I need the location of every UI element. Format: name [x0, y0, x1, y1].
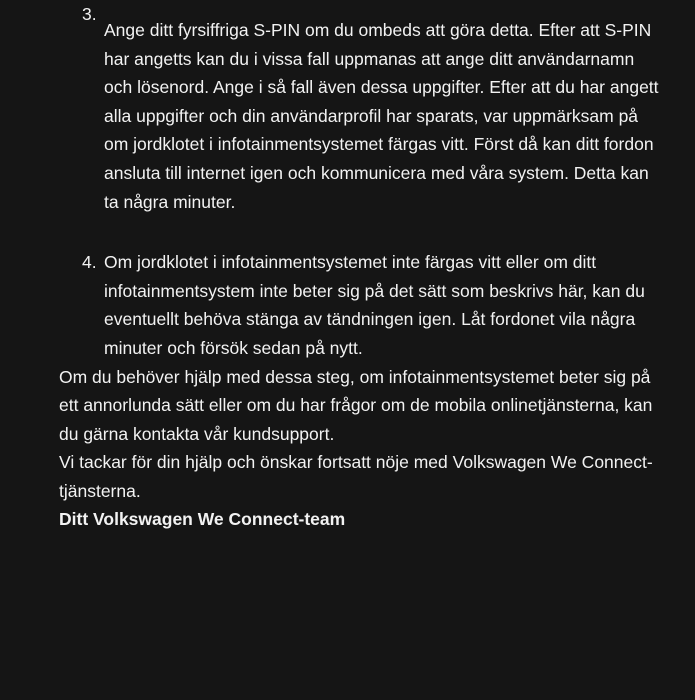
thanks-paragraph: Vi tackar för din hjälp och önskar fortsatt nöje med Volkswagen We Connect-tjänsterna.: [59, 452, 653, 501]
step-text: Om jordklotet i infotainmentsystemet inte färgas vitt eller om ditt infotainmentsystem inte beter sig på det sätt som beskrivs här, kan du eventuellt behöva stänga av tändningen igen. Låt fordonet vila några minuter och försök sedan på nytt.: [104, 252, 645, 358]
help-paragraph: Om du behöver hjälp med dessa steg, om infotainmentsystemet beter sig på ett annorlunda sätt eller om du har frågor om de mobila onlinetjänsterna, kan du gärna kontakta vår kundsupport.: [59, 366, 653, 444]
step-number: 4.: [82, 252, 97, 273]
step-item-3: [0, 0, 664, 216]
step-text: Ange ditt fyrsiffriga S-PIN om du ombeds att göra detta. Efter att S-PIN har angetts kan du i vissa fall uppmanas att ange ditt användarnamn och lösenord. Ange i så fall även dessa uppgifter. Efter att du har angett alla uppgifter och din användarprofil har sparats, var uppmärksam på om jordklotet i infotainmentsystemet färgas vitt. Först då kan ditt fordon ansluta till internet igen och kommunicera med våra system. Detta kan ta några minuter.: [104, 20, 659, 212]
signoff: Ditt Volkswagen We Connect-team: [59, 509, 346, 530]
step-number: 3.: [82, 4, 97, 24]
step-item-4: [0, 248, 664, 362]
